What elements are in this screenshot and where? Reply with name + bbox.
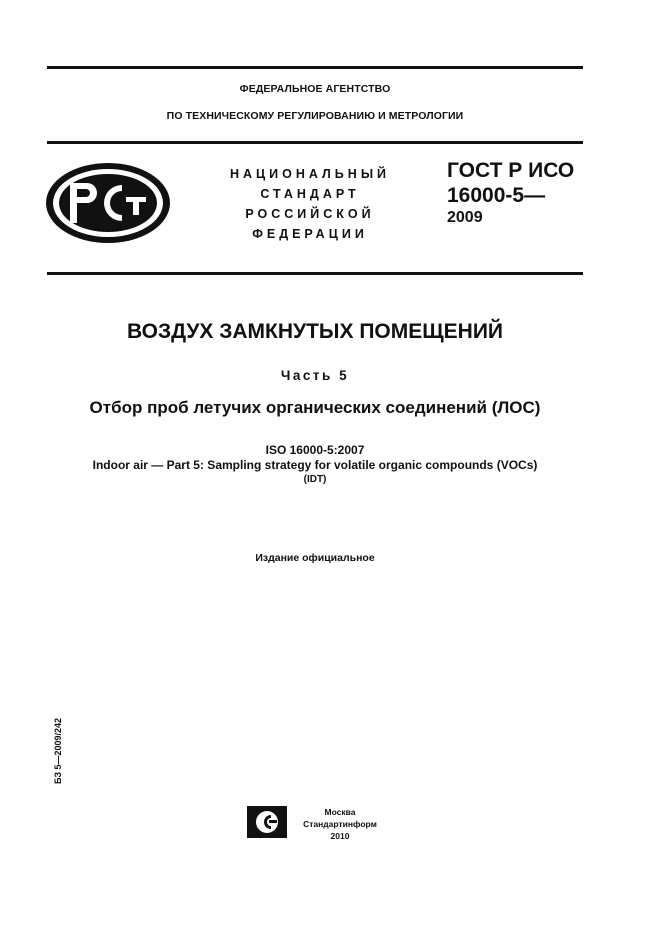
block-rule: [47, 272, 583, 275]
document-title: ВОЗДУХ ЗАМКНУТЫХ ПОМЕЩЕНИЙ: [126, 320, 504, 343]
english-title: Indoor air — Part 5: Sampling strategy for volatile organic compounds (VOCs): [92, 458, 538, 472]
standartinform-logo: [247, 806, 287, 838]
top-rule: [47, 66, 583, 69]
idt-marker: (IDT): [303, 474, 327, 485]
national-standard-line-3: РОССИЙСКОЙ: [245, 207, 375, 221]
iso-reference: ISO 16000-5:2007: [265, 443, 365, 457]
agency-line-1: ФЕДЕРАЛЬНОЕ АГЕНТСТВО: [239, 83, 391, 95]
document-subtitle: Отбор проб летучих органических соединений (ЛОС): [89, 398, 541, 417]
national-standard-line-2: СТАНДАРТ: [260, 187, 360, 201]
gost-r-logo: [44, 161, 172, 245]
publisher-name: Стандартинформ: [303, 819, 377, 829]
edition-note: Издание официальное: [255, 552, 375, 564]
part-number: Часть 5: [280, 368, 350, 383]
publisher-city: Москва: [324, 807, 356, 817]
designation-year: 2009: [447, 209, 483, 226]
publisher-year: 2010: [330, 831, 350, 841]
designation-line-2: 16000-5—: [447, 184, 546, 207]
designation-line-1: ГОСТ Р ИСО: [447, 159, 575, 182]
header-rule: [47, 141, 583, 144]
agency-line-2: ПО ТЕХНИЧЕСКОМУ РЕГУЛИРОВАНИЮ И МЕТРОЛОГИИ: [166, 110, 464, 122]
national-standard-line-1: НАЦИОНАЛЬНЫЙ: [229, 167, 391, 181]
side-code: БЗ 5—2009/242: [53, 717, 63, 784]
national-standard-line-4: ФЕДЕРАЦИИ: [252, 227, 368, 241]
